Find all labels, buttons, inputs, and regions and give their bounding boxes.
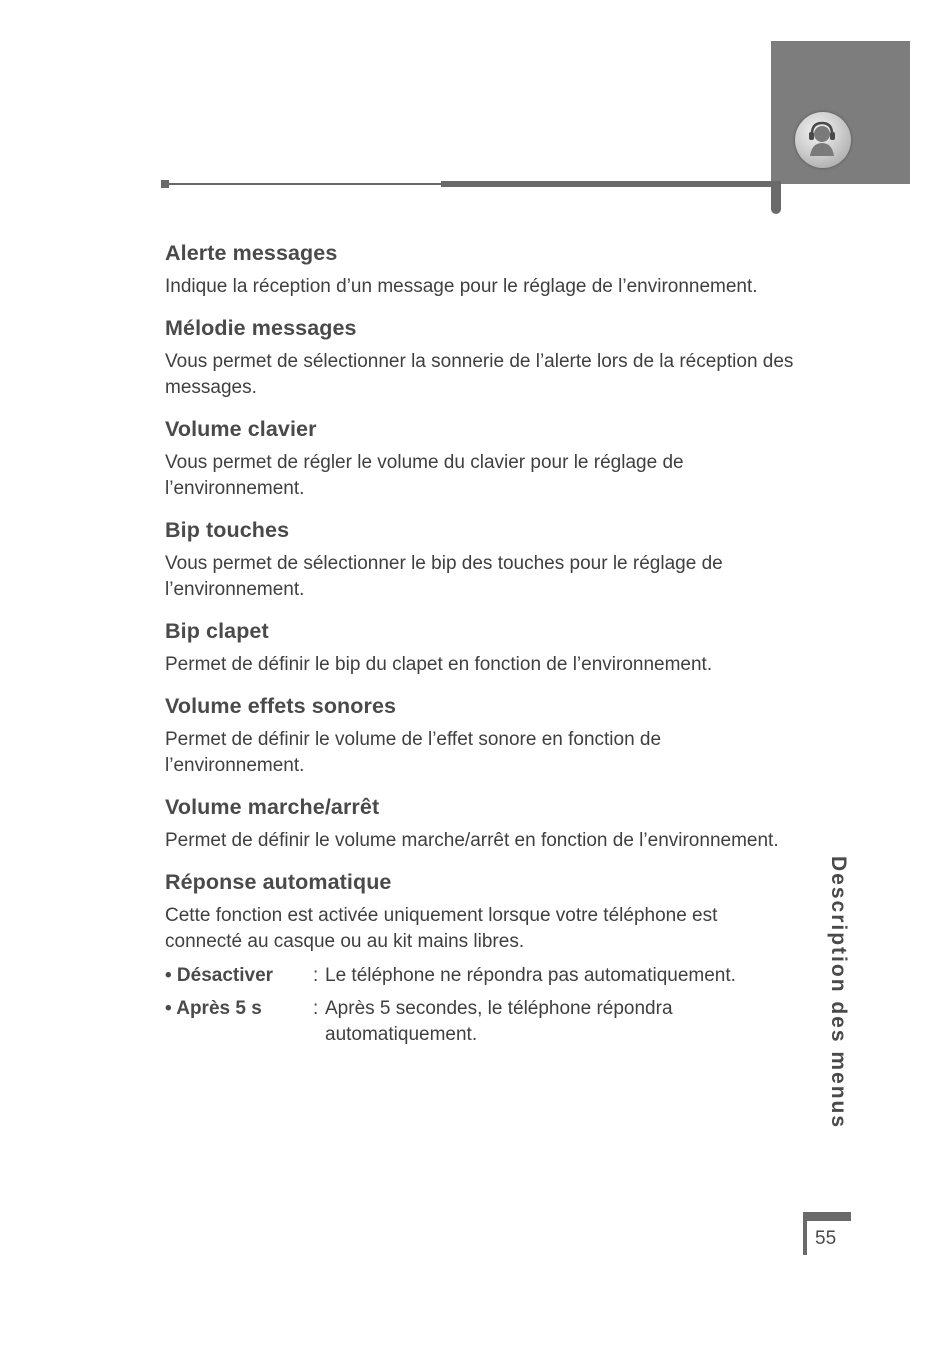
option-key: • Après 5 s <box>165 998 262 1019</box>
section-title: Mélodie messages <box>165 316 357 340</box>
main-content <box>165 241 795 1064</box>
section-bip-clapet <box>165 619 795 678</box>
section-volume-clavier <box>165 417 795 502</box>
section-text: Vous permet de sélectionner le bip des touches pour le réglage de l’environnement. <box>165 553 723 600</box>
page-number: 55 <box>815 1228 837 1249</box>
section-text: Vous permet de sélectionner la sonnerie de l’alerte lors de la réception des messages. <box>165 351 794 398</box>
section-volume-marche-arret <box>165 795 795 854</box>
side-chapter-title: Description des menus <box>827 856 850 1130</box>
section-text: Vous permet de régler le volume du clavier pour le réglage de l’environnement. <box>165 452 684 499</box>
section-title: Alerte messages <box>165 241 338 265</box>
section-melodie-messages <box>165 316 795 401</box>
section-title: Bip clapet <box>165 619 269 643</box>
section-text: Permet de définir le bip du clapet en fonction de l’environnement. <box>165 654 713 675</box>
option-colon: : <box>313 965 319 986</box>
section-title: Réponse automatique <box>165 870 392 894</box>
header-rule-thin <box>169 183 441 185</box>
section-title: Bip touches <box>165 518 290 542</box>
headset-person-icon <box>795 112 851 168</box>
option-key: • Désactiver <box>165 965 274 986</box>
page-number-line <box>803 1212 807 1255</box>
section-text: Permet de définir le volume marche/arrêt en fonction de l’environnement. <box>165 830 779 851</box>
page-number-bar <box>803 1212 851 1221</box>
option-desc: Le téléphone ne répondra pas automatiquement. <box>325 965 736 986</box>
option-item-desactiver <box>165 963 795 989</box>
header-rule-drop <box>771 181 781 214</box>
section-bip-touches <box>165 518 795 603</box>
section-text: Indique la réception d’un message pour le réglage de l’environnement. <box>165 276 758 297</box>
option-colon: : <box>313 998 319 1019</box>
option-list <box>165 963 795 1048</box>
header-rule-thick <box>441 181 774 187</box>
section-text: Permet de définir le volume de l’effet sonore en fonction de l’environnement. <box>165 729 662 776</box>
section-alerte-messages <box>165 241 795 300</box>
section-title: Volume effets sonores <box>165 694 397 718</box>
header-rule-dot <box>161 180 169 188</box>
option-item-apres-5s <box>165 996 795 1048</box>
section-title: Volume marche/arrêt <box>165 795 380 819</box>
section-text: Cette fonction est activée uniquement lorsque votre téléphone est connecté au casque ou au kit mains libres. <box>165 905 718 952</box>
section-title: Volume clavier <box>165 417 317 441</box>
section-volume-effets-sonores <box>165 694 795 779</box>
option-desc: Après 5 secondes, le téléphone répondra automatiquement. <box>325 998 673 1045</box>
section-reponse-automatique <box>165 870 795 1048</box>
